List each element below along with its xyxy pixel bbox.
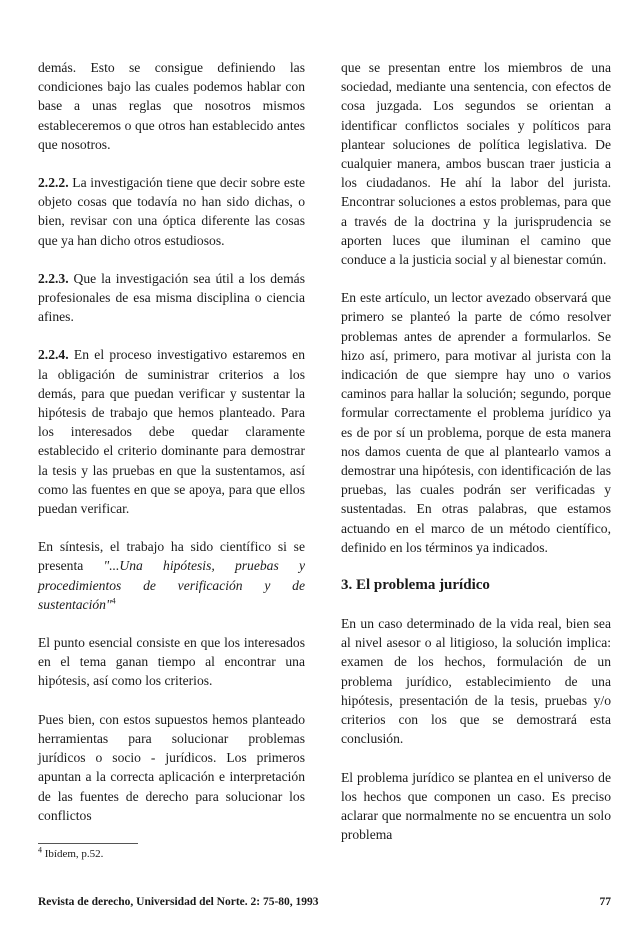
paragraph: En este artículo, un lector avezado observará que primero se planteó la parte de cómo resolver problemas antes de aprender a formularlos. Se hizo así, primero, para motivar al jurista con la indicación de que siempre hay uno o varios caminos para hallar la solución; segundo, porque formular correctamente el problema jurídico ya es de por sí un problema, porque de esta manera nos damos cuenta de que al plantearlo vamos a demostrar una hipótesis, con identificación de las pruebas, las cuales podrán ser verificadas y sustentadas. En otras palabras, que estamos actuando en el marco de un método científico, definido en los términos ya indicados. [341,290,611,555]
paragraph [38,345,305,518]
paragraph: que se presentan entre los miembros de una sociedad, mediante una sentencia, con efectos de cosa juzgada. Los segundos se orientan a identificar conflictos sociales y políticos para plantear soluciones de política legislativa. De cualquier manera, ambos buscan traer justicia a los ciudadanos. He ahí la labor del jurista. Encontrar soluciones a estos problemas, para que a través de la doctrina y la jurisprudencia se aporten luces que iluminan el camino que conduce a la justicia social y al bienestar común. [341,60,611,268]
paragraph: El problema jurídico se plantea en el universo de los hechos que componen un caso. Es preciso aclarar que normalmente no se encuentra un solo problema [341,769,611,843]
left-column [38,58,305,844]
paragraph: Pues bien, con estos supuestos hemos planteado herramientas para solucionar problemas jurídicos o socio - jurídicos. Los primeros apuntan a la correcta aplicación e interpretación de las fuentes de derecho para solucionar los conflictos [38,711,305,823]
section-number: 2.2.4. [38,347,69,363]
right-column [341,58,611,863]
page-number: 77 [599,896,611,908]
footnote-ref: 4 [111,596,116,606]
paragraph: El punto esencial consiste en que los interesados en el tema ganan tiempo al encontrar una hipótesis, así como los criterios. [38,635,305,689]
paragraph-text: En síntesis, el trabajo ha sido científico si se presenta [38,539,305,574]
section-number: 2.2.3. [38,270,69,286]
paragraph [38,537,305,614]
footnote-marker: 4 [38,845,42,855]
paragraph-text: En el proceso investigativo estaremos en la obligación de suministrar criterios a los demás, para que puedan verificar y sustentar la hipótesis de trabajo que hemos planteado. Para los interesados debe quedar claramente establecido el criterio dominante para demostrar la tesis y las pruebas en que la sustentamos, así como las fuentes en que se apoya, para que ellos puedan verificar. [38,347,305,517]
paragraph-text: Que la investigación sea útil a los demás profesionales de esa misma disciplina o ciencia afines. [38,270,305,325]
paragraph [38,269,305,327]
quotation: "...Una hipótesis, pruebas y procedimientos de verificación y de sustentación" [38,558,306,612]
section-number: 2.2.2. [38,175,69,191]
paragraph: En un caso determinado de la vida real, bien sea al nivel asesor o al litigioso, la solución implica: examen de los hechos, formulación de un problema jurídico, establecimiento de una hipótesis, presentación de la tesis, pruebas y/o criterios con los que se demostrará esta conclusión. [341,616,611,747]
footnote-divider [38,843,138,844]
footnote-text: Ibídem, p.52. [42,848,104,860]
journal-citation: Revista de derecho, Universidad del Norte. 2: 75-80, 1993 [38,896,319,908]
paragraph [38,173,305,250]
footnote [38,847,103,861]
paragraph: demás. Esto se consigue definiendo las condiciones bajo las cuales podemos hablar con base a unas reglas que nosotros mismos estableceremos o que otros han establecido antes que nosotros. [38,60,305,152]
paragraph-text: La investigación tiene que decir sobre este objeto cosas que todavía no han sido dichas, o bien, revisar con una óptica diferente las cosas que ya han dicho otros estudiosos. [38,175,305,248]
section-heading: 3. El problema jurídico [341,577,490,594]
